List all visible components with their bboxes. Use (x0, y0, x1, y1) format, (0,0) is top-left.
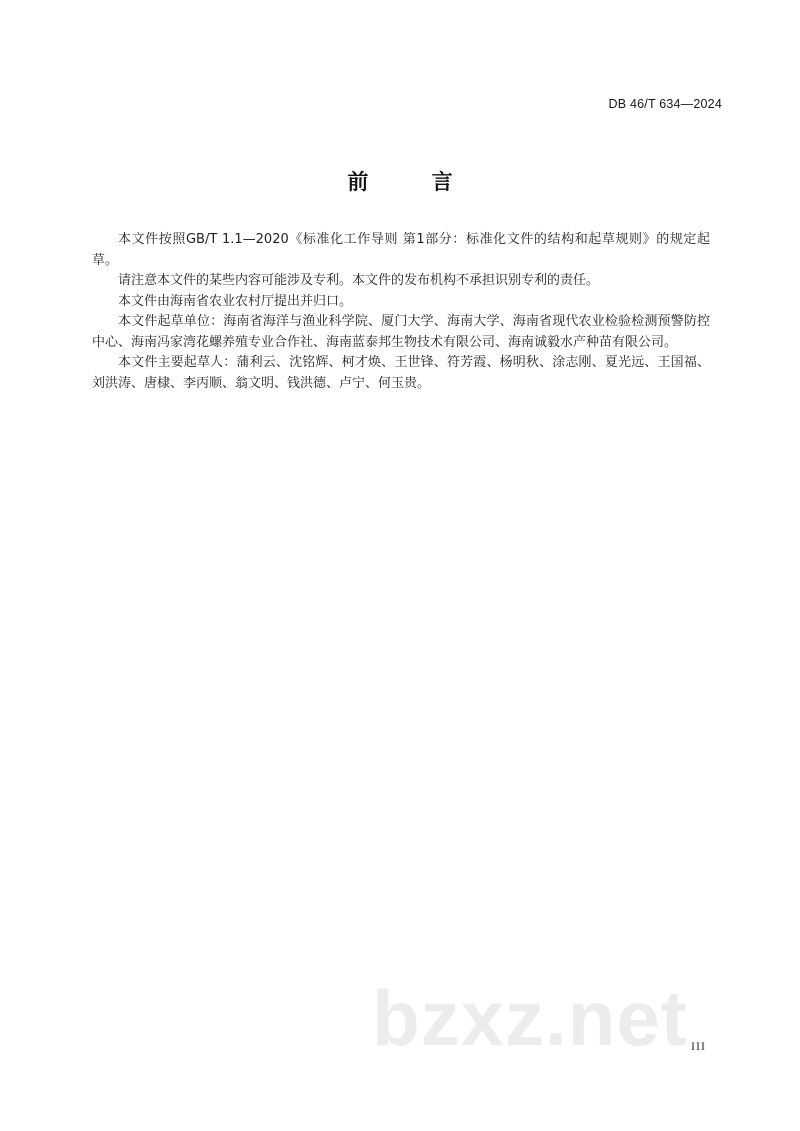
document-code: DB 46/T 634—2024 (608, 97, 722, 111)
page-number: III (691, 1039, 706, 1053)
preface-body (92, 230, 710, 394)
paragraph-drafting-units: 本文件起草单位：海南省海洋与渔业科学院、厦门大学、海南大学、海南省现代农业检验检测预警防控中心、海南冯家湾花螺养殖专业合作社、海南蓝泰邦生物技术有限公司、海南诚毅水产种苗有限公司。 (92, 314, 710, 350)
page-title: 前 言 (347, 170, 481, 194)
paragraph-drafting-basis: 本文件按照GB/T 1.1—2020《标准化工作导则 第1部分：标准化文件的结构和起草规则》的规定起草。 (92, 232, 710, 268)
watermark-logo: bzxz.net (372, 974, 688, 1062)
paragraph-drafters: 本文件主要起草人：蒲利云、沈铭辉、柯才焕、王世锋、符芳霞、杨明秋、涂志刚、夏光远、王国福、刘洪涛、唐棣、李丙顺、翁文明、钱洪德、卢宁、何玉贵。 (92, 355, 710, 391)
paragraph-patent-notice: 请注意本文件的某些内容可能涉及专利。本文件的发布机构不承担识别专利的责任。 (118, 273, 600, 288)
paragraph-proposer: 本文件由海南省农业农村厅提出并归口。 (118, 293, 353, 309)
